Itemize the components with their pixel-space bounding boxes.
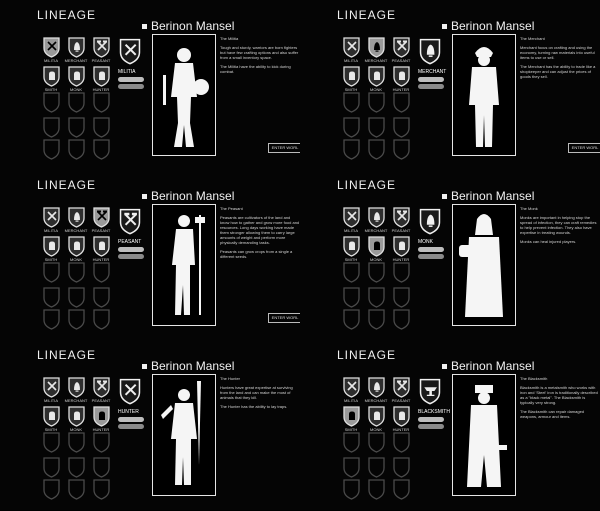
lineage-option-label: HUNTER — [92, 427, 110, 432]
lineage-option[interactable] — [392, 376, 411, 398]
lineage-option-label: MILITIA — [343, 228, 358, 233]
character-name: Berinon Mansel — [451, 189, 535, 203]
locked-slot[interactable] — [67, 138, 86, 160]
lineage-option[interactable] — [367, 376, 386, 398]
lineage-option-label: MONK — [70, 427, 82, 432]
locked-slot[interactable] — [342, 138, 361, 160]
enter-world-button[interactable]: ENTER WORL — [268, 143, 300, 153]
rank-selector[interactable] — [418, 417, 444, 422]
locked-slot[interactable] — [67, 308, 86, 330]
locked-slot[interactable] — [342, 478, 361, 500]
lineage-option[interactable] — [92, 376, 111, 398]
lineage-option-label: MERCHANT — [364, 398, 388, 403]
description-body: Hunters have great expertise at surviving from the land and can make the most of animals that they kill. — [220, 385, 293, 400]
lineage-option[interactable] — [367, 65, 386, 87]
lineage-option-label: MILITIA — [343, 58, 358, 63]
lineage-option-label: MERCHANT — [64, 58, 88, 63]
character-portrait — [452, 34, 516, 156]
lineage-description — [220, 36, 300, 78]
character-name: Berinon Mansel — [451, 359, 535, 373]
lineage-option-label: HUNTER — [92, 87, 110, 92]
selected-lineage-emblem — [418, 206, 442, 236]
lineage-panel — [0, 340, 300, 510]
locked-slot[interactable] — [92, 261, 111, 283]
lineage-option-label: PEASANT — [391, 398, 411, 403]
locked-slot[interactable] — [92, 308, 111, 330]
selected-lineage-emblem — [418, 36, 442, 66]
locked-slot[interactable] — [367, 286, 386, 308]
character-name: Berinon Mansel — [151, 189, 235, 203]
name-marker-icon — [142, 194, 147, 199]
character-portrait — [152, 34, 216, 156]
lineage-option[interactable] — [92, 206, 111, 228]
lineage-option-label: PEASANT — [391, 228, 411, 233]
locked-slot[interactable] — [367, 116, 386, 138]
lineage-option[interactable] — [67, 235, 86, 257]
locked-slot[interactable] — [392, 91, 411, 113]
rank-selector[interactable] — [118, 77, 144, 82]
locked-slot[interactable] — [92, 456, 111, 478]
lineage-option-label: SMITH — [344, 427, 358, 432]
description-ability: The Militia have the ability to kick during combat. — [220, 64, 291, 74]
locked-slot[interactable] — [42, 478, 61, 500]
locked-slot[interactable] — [392, 286, 411, 308]
lineage-option-label: MONK — [70, 87, 82, 92]
description-body: Merchant focus on crafting and using the economy, turning raw materials into useful items to use or sell. — [520, 45, 595, 60]
selected-lineage-emblem — [118, 376, 142, 406]
locked-slot[interactable] — [92, 138, 111, 160]
lineage-option[interactable] — [392, 36, 411, 58]
lineage-option[interactable] — [92, 65, 111, 87]
selected-lineage-emblem — [118, 206, 142, 236]
name-marker-icon — [142, 24, 147, 29]
name-marker-icon — [442, 194, 447, 199]
lineage-option[interactable] — [392, 405, 411, 427]
lineage-option[interactable] — [342, 235, 361, 257]
description-body: Monks are important in helping stop the spread of infection, they can craft remedies to help prevent infection. They also have expertise in treating wounds. — [520, 215, 597, 235]
locked-slot[interactable] — [67, 116, 86, 138]
selected-lineage-label: HUNTER — [118, 409, 139, 415]
locked-slot[interactable] — [42, 431, 61, 453]
description-heading: The Hunter — [220, 376, 241, 381]
description-ability: The Merchant has the ability to trade like a shopkeeper and can adjust the prices of goods they sell. — [520, 64, 596, 79]
rank-selector[interactable] — [118, 247, 144, 252]
name-marker-icon — [442, 24, 447, 29]
description-ability: The Hunter has the ability to lay traps. — [220, 404, 288, 409]
lineage-option-label: SMITH — [44, 257, 58, 262]
lineage-option[interactable] — [392, 65, 411, 87]
description-body: Tough and sturdy, warriors are born fighters but have few crafting options and also suffer from a small inventory space. — [220, 45, 299, 60]
lineage-option[interactable] — [67, 206, 86, 228]
description-ability: Monks can heal injured players. — [520, 239, 577, 244]
lineage-panel — [300, 340, 600, 510]
lineage-option-label: MONK — [70, 257, 82, 262]
character-name-row — [442, 359, 534, 373]
lineage-option-label: MILITIA — [343, 398, 358, 403]
selected-lineage-label: BLACKSMITH — [418, 409, 450, 415]
lineage-option[interactable] — [42, 405, 61, 427]
description-heading: The Peasant — [220, 206, 243, 211]
lineage-option[interactable] — [92, 405, 111, 427]
locked-slot[interactable] — [367, 91, 386, 113]
lineage-option-label: MONK — [370, 87, 382, 92]
description-heading: The Monk — [520, 206, 538, 211]
locked-slot[interactable] — [92, 116, 111, 138]
lineage-option-label: HUNTER — [392, 427, 410, 432]
lineage-description — [520, 36, 600, 83]
locked-slot[interactable] — [342, 116, 361, 138]
selected-lineage-label: MERCHANT — [418, 69, 447, 75]
locked-slot[interactable] — [367, 261, 386, 283]
selected-lineage-label: MILITIA — [118, 69, 136, 75]
locked-slot[interactable] — [342, 456, 361, 478]
lineage-option-label: PEASANT — [91, 228, 111, 233]
rank-selector[interactable] — [118, 417, 144, 422]
locked-slot[interactable] — [92, 286, 111, 308]
lineage-option[interactable] — [342, 206, 361, 228]
locked-slot[interactable] — [392, 261, 411, 283]
locked-slot[interactable] — [367, 431, 386, 453]
lineage-option[interactable] — [392, 235, 411, 257]
description-ability: Peasants can grow crops from a single a different seeds. — [220, 249, 293, 259]
selected-lineage-emblem — [418, 376, 442, 406]
rank-selector-secondary[interactable] — [418, 424, 444, 429]
locked-slot[interactable] — [392, 456, 411, 478]
locked-slot[interactable] — [42, 456, 61, 478]
lineage-option-label: HUNTER — [392, 87, 410, 92]
rank-selector-secondary[interactable] — [418, 254, 444, 259]
lineage-option-label: SMITH — [344, 87, 358, 92]
locked-slot[interactable] — [367, 478, 386, 500]
lineage-option[interactable] — [42, 65, 61, 87]
character-name-row — [142, 359, 234, 373]
locked-slot[interactable] — [67, 456, 86, 478]
locked-slot[interactable] — [92, 478, 111, 500]
locked-slot[interactable] — [42, 308, 61, 330]
selected-lineage-label: MONK — [418, 239, 433, 245]
lineage-panel — [0, 0, 300, 170]
lineage-option[interactable] — [367, 405, 386, 427]
selected-lineage-label: PEASANT — [118, 239, 142, 245]
rank-selector[interactable] — [418, 247, 444, 252]
rank-selector-secondary[interactable] — [118, 84, 144, 89]
rank-selector-secondary[interactable] — [418, 84, 444, 89]
lineage-description — [220, 376, 300, 413]
locked-slot[interactable] — [392, 308, 411, 330]
screen-title: LINEAGE — [37, 178, 97, 192]
lineage-option[interactable] — [42, 36, 61, 58]
lineage-option[interactable] — [392, 206, 411, 228]
lineage-option-label: MILITIA — [43, 228, 58, 233]
selected-lineage-emblem — [118, 36, 142, 66]
lineage-option[interactable] — [92, 235, 111, 257]
lineage-option[interactable] — [42, 376, 61, 398]
description-body: Peasants are cultivators of the land and know how to gather and grow more food and resources. Long days working have made them stronger allowing them to carry large amounts of weight and perform more physically demanding tasks. — [220, 215, 300, 245]
lineage-option[interactable] — [367, 206, 386, 228]
screen-title: LINEAGE — [337, 8, 397, 22]
locked-slot[interactable] — [67, 91, 86, 113]
lineage-option[interactable] — [367, 36, 386, 58]
rank-selector-secondary[interactable] — [118, 254, 144, 259]
screen-title: LINEAGE — [37, 348, 97, 362]
locked-slot[interactable] — [42, 286, 61, 308]
locked-slot[interactable] — [342, 286, 361, 308]
lineage-panel — [0, 170, 300, 340]
locked-slot[interactable] — [367, 138, 386, 160]
locked-slot[interactable] — [342, 431, 361, 453]
lineage-option[interactable] — [67, 376, 86, 398]
description-heading: The Merchant — [520, 36, 545, 41]
locked-slot[interactable] — [42, 138, 61, 160]
locked-slot[interactable] — [67, 261, 86, 283]
description-body: Blacksmith is a metalsmith who works with iron and 'Steel' iron is traditionally described as a "black metal". The Blacksmith is typically very strong. — [520, 385, 598, 405]
screen-title: LINEAGE — [337, 348, 397, 362]
lineage-option-label: MERCHANT — [64, 228, 88, 233]
locked-slot[interactable] — [42, 116, 61, 138]
lineage-option[interactable] — [67, 405, 86, 427]
locked-slot[interactable] — [92, 431, 111, 453]
locked-slot[interactable] — [392, 478, 411, 500]
lineage-option[interactable] — [342, 405, 361, 427]
locked-slot[interactable] — [67, 286, 86, 308]
enter-world-button[interactable]: ENTER WORL — [268, 313, 300, 323]
name-marker-icon — [442, 364, 447, 369]
description-heading: The Militia — [220, 36, 239, 41]
lineage-option[interactable] — [367, 235, 386, 257]
lineage-description — [220, 206, 300, 263]
lineage-option-label: HUNTER — [392, 257, 410, 262]
locked-slot[interactable] — [342, 91, 361, 113]
locked-slot[interactable] — [392, 431, 411, 453]
lineage-option-label: PEASANT — [91, 398, 111, 403]
character-portrait — [452, 374, 516, 496]
lineage-option-label: SMITH — [44, 87, 58, 92]
lineage-option-label: MONK — [370, 257, 382, 262]
lineage-option[interactable] — [67, 65, 86, 87]
lineage-option-label: MERCHANT — [364, 228, 388, 233]
lineage-option-label: MONK — [370, 427, 382, 432]
screen-title: LINEAGE — [337, 178, 397, 192]
lineage-option[interactable] — [42, 206, 61, 228]
rank-selector-secondary[interactable] — [118, 424, 144, 429]
rank-selector[interactable] — [418, 77, 444, 82]
character-name: Berinon Mansel — [151, 359, 235, 373]
character-name-row — [442, 19, 534, 33]
locked-slot[interactable] — [342, 308, 361, 330]
locked-slot[interactable] — [392, 116, 411, 138]
locked-slot[interactable] — [342, 261, 361, 283]
enter-world-button[interactable]: ENTER WORL — [568, 143, 600, 153]
description-ability: The Blacksmith can repair damaged weapons, armour and items. — [520, 409, 585, 419]
locked-slot[interactable] — [42, 261, 61, 283]
lineage-option-label: MILITIA — [43, 58, 58, 63]
description-heading: The Blacksmith — [520, 376, 548, 381]
character-portrait — [452, 204, 516, 326]
lineage-option-label: MERCHANT — [364, 58, 388, 63]
screen-title: LINEAGE — [37, 8, 97, 22]
lineage-panel — [300, 170, 600, 340]
locked-slot[interactable] — [367, 456, 386, 478]
locked-slot[interactable] — [67, 431, 86, 453]
lineage-option[interactable] — [67, 36, 86, 58]
lineage-option-label: PEASANT — [91, 58, 111, 63]
lineage-panel — [300, 0, 600, 170]
character-portrait — [152, 374, 216, 496]
lineage-option-label: HUNTER — [92, 257, 110, 262]
lineage-option-label: MILITIA — [43, 398, 58, 403]
character-name: Berinon Mansel — [151, 19, 235, 33]
lineage-option[interactable] — [342, 65, 361, 87]
locked-slot[interactable] — [67, 478, 86, 500]
lineage-option[interactable] — [342, 36, 361, 58]
character-portrait — [152, 204, 216, 326]
locked-slot[interactable] — [42, 91, 61, 113]
character-name-row — [442, 189, 534, 203]
lineage-option[interactable] — [42, 235, 61, 257]
locked-slot[interactable] — [367, 308, 386, 330]
lineage-option-label: MERCHANT — [64, 398, 88, 403]
character-name: Berinon Mansel — [451, 19, 535, 33]
locked-slot[interactable] — [92, 91, 111, 113]
character-name-row — [142, 19, 234, 33]
lineage-description — [520, 376, 600, 423]
character-name-row — [142, 189, 234, 203]
locked-slot[interactable] — [392, 138, 411, 160]
lineage-description — [520, 206, 600, 248]
lineage-option[interactable] — [92, 36, 111, 58]
lineage-option[interactable] — [342, 376, 361, 398]
lineage-option-label: SMITH — [344, 257, 358, 262]
lineage-option-label: SMITH — [44, 427, 58, 432]
lineage-option-label: PEASANT — [391, 58, 411, 63]
name-marker-icon — [142, 364, 147, 369]
